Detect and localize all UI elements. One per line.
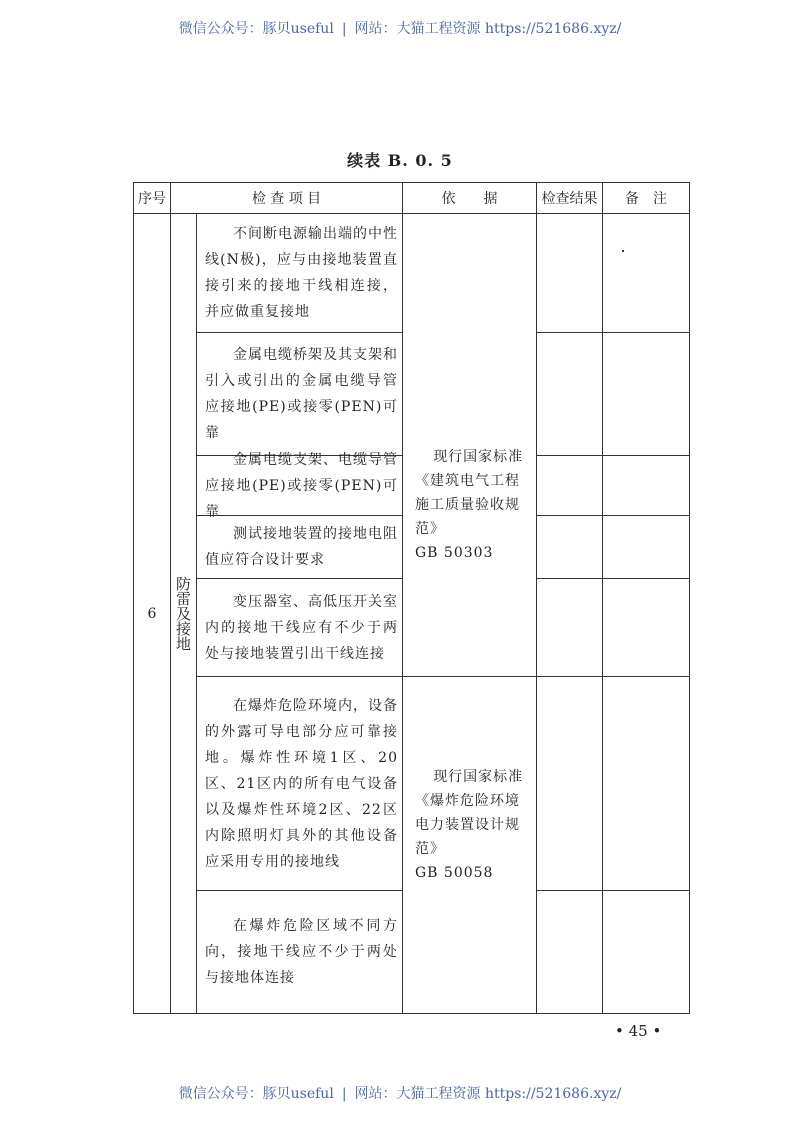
table-title: 续表 B. 0. 5: [347, 151, 453, 170]
basis-code: GB 50303: [415, 545, 494, 561]
item-row: [196, 213, 403, 333]
item-row: [196, 451, 403, 520]
group-seq: 6: [133, 213, 171, 1014]
result-cell: [536, 213, 603, 333]
watermark-top: [0, 18, 800, 38]
item-text: 在爆炸危险区域不同方向，接地干线应不少于两处与接地体连接: [205, 918, 398, 986]
result-cell: [536, 332, 603, 456]
group-category: 防雷及接地: [170, 213, 197, 1014]
result-cell: [536, 890, 603, 1014]
header-note: 备 注: [602, 182, 690, 214]
basis-standard-name: 《爆炸危险环境电力装置设计规范》: [415, 793, 520, 857]
note-cell: [602, 515, 690, 579]
watermark-wechat: 微信公众号：豚贝useful: [178, 21, 334, 37]
basis-standard-name: 《建筑电气工程施工质量验收规范》: [415, 473, 520, 537]
result-cell: [536, 515, 603, 579]
note-cell: [602, 332, 690, 456]
basis-line: 现行国家标准: [433, 769, 524, 785]
watermark-sep: |: [341, 21, 347, 37]
watermark-wechat: 微信公众号：豚贝useful: [178, 1086, 334, 1102]
item-text: 不间断电源输出端的中性线(N极)，应与由接地装置直接引来的接地干线相连接，并应做重复接地: [205, 226, 398, 320]
item-text: 在爆炸危险环境内，设备的外露可导电部分应可靠接地。爆炸性环境1区、20区、21区内的所有电气设备以及爆炸性环境2区、22区内除照明灯具外的其他设备应采用专用的接地线: [205, 697, 398, 870]
item-row: [196, 578, 403, 677]
basis-code: GB 50058: [415, 865, 494, 881]
header-seq: 序号: [133, 182, 171, 214]
note-cell: [602, 213, 690, 333]
note-cell: [602, 578, 690, 677]
watermark-bottom: [0, 1083, 800, 1103]
item-text: 测试接地装置的接地电阻值应符合设计要求: [205, 526, 398, 568]
item-row: [196, 515, 403, 579]
watermark-sep: |: [341, 1086, 347, 1102]
watermark-site: 网站：大猫工程资源 https://521686.xyz/: [354, 1086, 622, 1102]
item-text: 金属电缆支架、电缆导管应接地(PE)或接零(PEN)可靠: [205, 451, 398, 520]
note-cell: [602, 455, 690, 516]
result-cell: [536, 676, 603, 891]
mark-dot: [622, 250, 624, 252]
item-row: [196, 332, 403, 456]
header-basis: 依 据: [402, 182, 537, 214]
item-row: [196, 676, 403, 891]
basis-line: 现行国家标准: [433, 449, 524, 465]
header-result: 检查结果: [536, 182, 603, 214]
result-cell: [536, 455, 603, 516]
watermark-site: 网站：大猫工程资源 https://521686.xyz/: [354, 21, 622, 37]
basis-cell-gb50058: [402, 676, 537, 1014]
result-cell: [536, 578, 603, 677]
item-text: 变压器室、高低压开关室内的接地干线应有不少于两处与接地装置引出干线连接: [205, 593, 398, 662]
item-text: 金属电缆桥架及其支架和引入或引出的金属电缆导管应接地(PE)或接零(PEN)可靠: [205, 347, 398, 441]
basis-cell-gb50303: [402, 213, 537, 677]
item-row: [196, 890, 403, 1014]
page-number: • 45 •: [615, 1022, 662, 1040]
header-item: 检 查 项 目: [170, 182, 403, 214]
note-cell: [602, 676, 690, 891]
note-cell: [602, 890, 690, 1014]
